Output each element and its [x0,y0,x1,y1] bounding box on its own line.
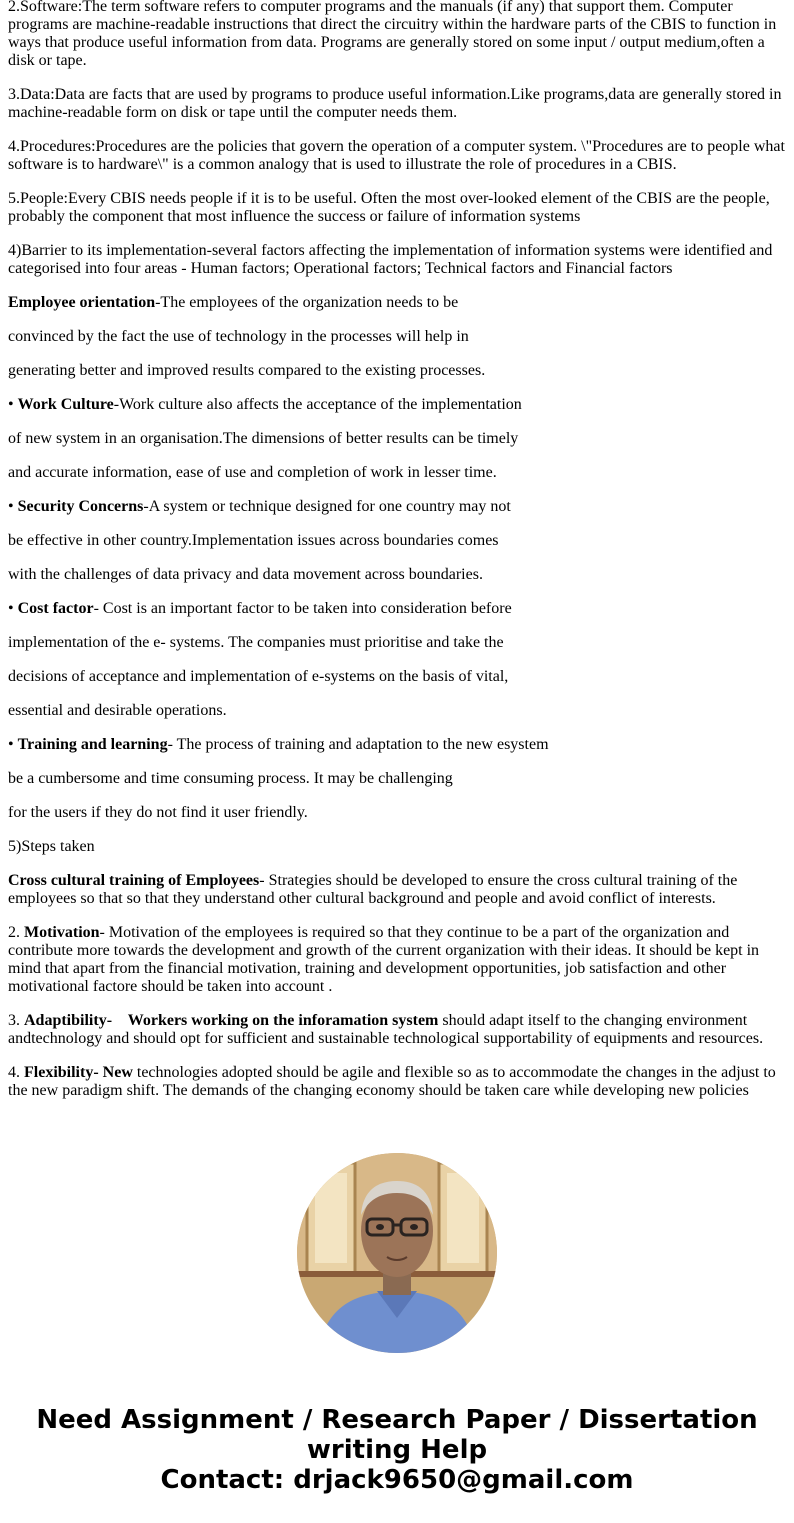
training-learning-heading: Training and learning [17,736,168,753]
security-concerns-line-3: with the challenges of data privacy and data movement across boundaries. [8,566,483,583]
employee-orientation-heading: Employee orientation [8,294,156,311]
employee-orientation-text: -The employees of the organization needs to be [155,294,459,311]
step-cross-cultural [8,872,788,908]
employee-orientation-line-1 [8,294,788,312]
step-flexibility [8,1064,788,1100]
document-body [8,0,788,1116]
security-concerns-line-2: be effective in other country.Implementation issues across boundaries comes [8,532,499,549]
cost-factor-line-2: implementation of the e- systems. The companies must prioritise and take the [8,634,504,651]
author-photo [297,1153,497,1353]
training-learning-line-1 [8,736,788,754]
promo-footer [0,1405,794,1495]
employee-orientation-line-3: generating better and improved results compared to the existing processes. [8,362,486,379]
cost-factor-line-1 [8,600,788,618]
cost-factor-line-4: essential and desirable operations. [8,702,227,719]
step-number: 3. [8,1012,24,1029]
step-cross-cultural-text: - Strategies should be developed to ensure the cross cultural training of the employees so that so that they understand other cultural background and people and avoid conflict of interests. [8,872,738,907]
step-flexibility-heading: Flexibility- New [24,1064,133,1081]
step-number: 4. [8,1064,24,1081]
training-learning-text: - The process of training and adaptation to the new esystem [167,736,549,753]
step-flexibility-text: technologies adopted should be agile and flexible so as to accommodate the changes in the adjust to the new paradigm shift. The demands of the changing economy should be taken care while developing new policies [8,1064,776,1099]
step-motivation-heading: Motivation [24,924,100,941]
paragraph-people: 5.People:Every CBIS needs people if it is to be useful. Often the most over-looked element of the CBIS are the people, probably the component that most influence the success or failure of information systems [8,190,770,225]
bullet: • [8,600,18,617]
step-adaptibility [8,1012,788,1048]
cost-factor-text: - Cost is an important factor to be taken into consideration before [93,600,512,617]
step-motivation-text: - Motivation of the employees is required so that they continue to be a part of the organization and contribute more towards the development and growth of the current organization with their ideas. It should be kept in mind that apart from the financial motivation, training and development opportunities, job satisfaction and other motivational factore should be taken into account . [8,924,760,995]
paragraph-data: 3.Data:Data are facts that are used by programs to produce useful information.Like programs,data are generally stored in machine-readable form on disk or tape until the computer needs them. [8,86,782,121]
author-avatar [297,1153,497,1353]
bullet: • [8,396,18,413]
paragraph-procedures: 4.Procedures:Procedures are the policies that govern the operation of a computer system. \"Procedures are to people what software is to hardware\" is a common analogy that is used to illustrate the role of procedures in a CBIS. [8,138,785,173]
work-culture-text: -Work culture also affects the acceptance of the implementation [113,396,522,413]
steps-heading: 5)Steps taken [8,838,95,855]
step-cross-cultural-heading: Cross cultural training of Employees [8,872,260,889]
bullet: • [8,736,18,753]
step-adaptibility-text: should adapt itself to the changing environment andtechnology and should opt for sufficient and sustainable technological supportability of equipments and resources. [8,1012,764,1047]
footer-line-1: Need Assignment / Research Paper / Dissertation [36,1405,758,1435]
paragraph-software: 2.Software:The term software refers to computer programs and the manuals (if any) that support them. Computer programs are machine-readable instructions that direct the circuitry within the hardware parts of the CBIS to function in ways that produce useful information from data. Programs are generally stored on some input / output medium,often a disk or tape. [8,0,777,69]
work-culture-heading: Work Culture [17,396,114,413]
security-concerns-heading: Security Concerns [17,498,144,515]
security-concerns-text: -A system or technique designed for one country may not [143,498,511,515]
security-concerns-line-1 [8,498,788,516]
work-culture-line-1 [8,396,788,414]
cost-factor-heading: Cost factor [17,600,94,617]
employee-orientation-line-2: convinced by the fact the use of technology in the processes will help in [8,328,469,345]
footer-contact[interactable]: Contact: drjack9650@gmail.com [160,1465,634,1495]
training-learning-line-2: be a cumbersome and time consuming process. It may be challenging [8,770,453,787]
step-motivation [8,924,788,996]
paragraph-barrier: 4)Barrier to its implementation-several factors affecting the implementation of information systems were identified and categorised into four areas - Human factors; Operational factors; Technical factors and Financial factors [8,242,773,277]
bullet: • [8,498,18,515]
footer-line-2: writing Help [306,1435,488,1465]
work-culture-line-2: of new system in an organisation.The dimensions of better results can be timely [8,430,519,447]
training-learning-line-3: for the users if they do not find it user friendly. [8,804,308,821]
work-culture-line-3: and accurate information, ease of use and completion of work in lesser time. [8,464,497,481]
cost-factor-line-3: decisions of acceptance and implementation of e-systems on the basis of vital, [8,668,509,685]
step-adaptibility-heading: Adaptibility- Workers working on the inforamation system [24,1012,439,1029]
step-number: 2. [8,924,24,941]
